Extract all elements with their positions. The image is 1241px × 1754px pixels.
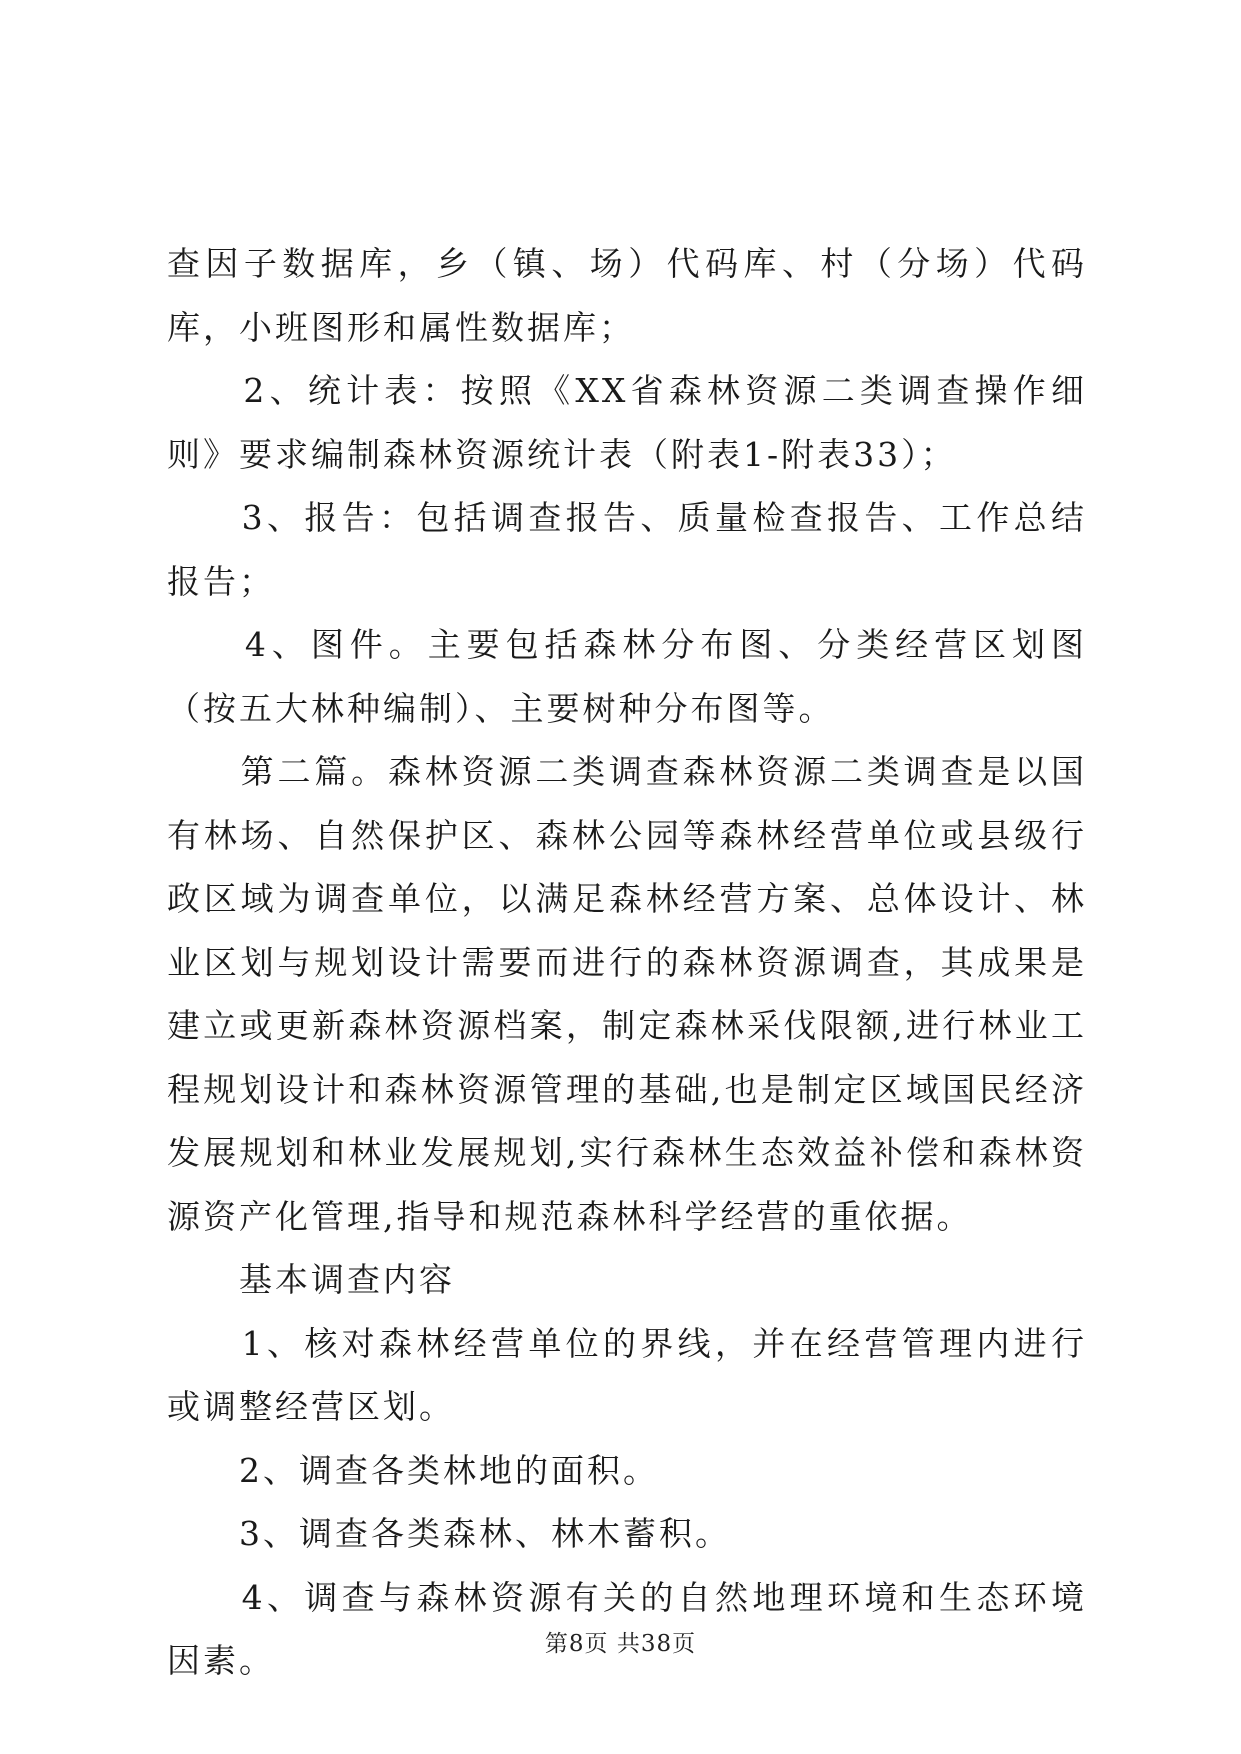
- list-item-environment-factors: 4、调查与森林资源有关的自然地理环境和生态环境因素。: [167, 1577, 1087, 1680]
- list-item-forest-area: 2、调查各类林地的面积。: [167, 1450, 659, 1490]
- list-item-forest-volume: 3、调查各类森林、林木蓄积。: [167, 1514, 731, 1553]
- paragraph-statistics-tables: 2、统计表：按照《XX省森林资源二类调查操作细则》要求编制森林资源统计表（附表1-附表33）；: [167, 371, 1087, 474]
- document-body: [167, 232, 1087, 1693]
- paragraph-reports: 3、报告：包括调查报告、质量检查报告、工作总结报告；: [167, 498, 1087, 601]
- page-number-footer: 第8页 共38页: [544, 1631, 697, 1657]
- paragraph-maps: 4、图件。主要包括森林分布图、分类经营区划图（按五大林种编制）、主要树种分布图等。: [167, 625, 1087, 728]
- section-heading-basic-content: 基本调查内容: [167, 1260, 455, 1299]
- paragraph-database-list: 查因子数据库，乡（镇、场）代码库、村（分场）代码库，小班图形和属性数据库；: [167, 244, 1087, 347]
- paragraph-second-chapter: 第二篇。森林资源二类调查森林资源二类调查是以国有林场、自然保护区、森林公园等森林经营单位或县级行政区域为调查单位，以满足森林经营方案、总体设计、林业区划与规划设计需要而进行的森林资源调查，其成果是建立或更新森林资源档案，制定森林采伐限额,进行林业工程规划设计和森林资源管理的基础,也是制定区域国民经济发展规划和林业发展规划,实行森林生态效益补偿和森林资源资产化管理,指导和规范森林科学经营的重依据。: [167, 752, 1087, 1236]
- list-item-boundary-check: 1、核对森林经营单位的界线，并在经营管理内进行或调整经营区划。: [167, 1323, 1087, 1426]
